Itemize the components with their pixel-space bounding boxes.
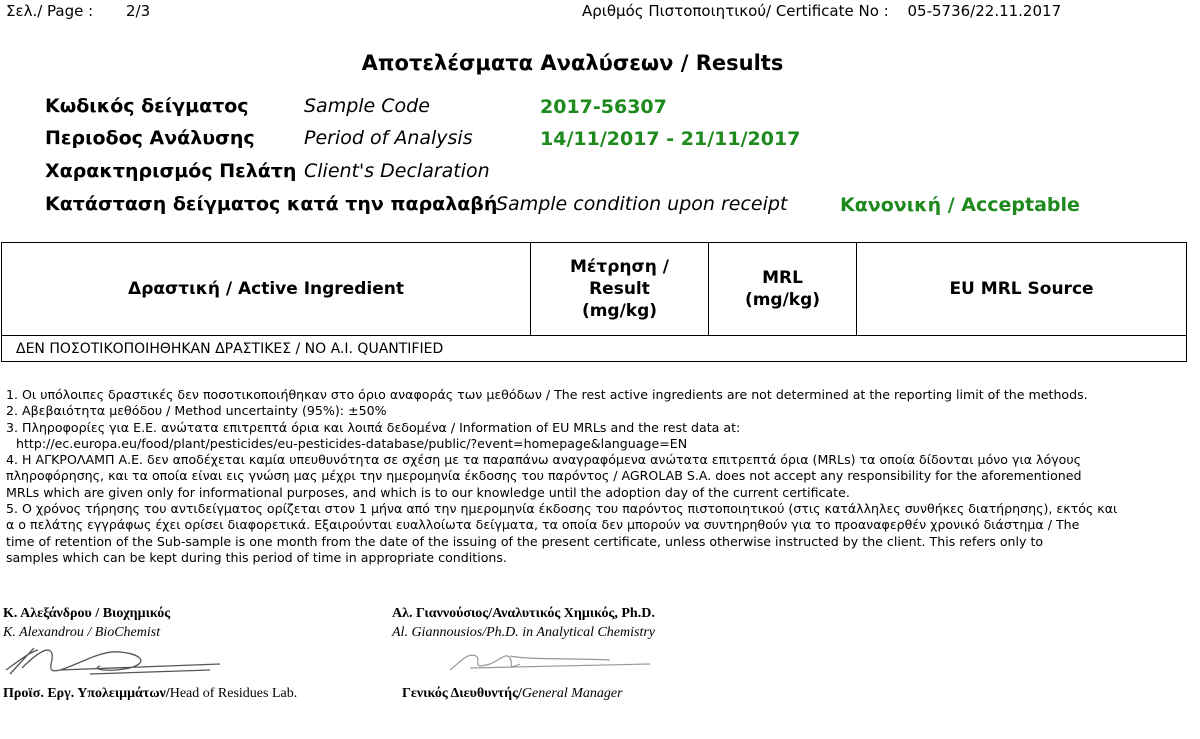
mrl-header-line: (mg/kg): [744, 290, 821, 310]
footnotes: [6, 387, 1186, 566]
results-table: [1, 242, 1187, 362]
footnote-line: time of retention of the Sub-sample is one month from the date of the issuing of the present certificate, unless otherwise instructed by the client. This refers only to: [6, 533, 1044, 549]
signatory-right-name-en: Al. Giannousios/Ph.D. in Analytical Chemistry: [392, 625, 656, 640]
analysis-period-label: Περιοδος Ανάλυσης: [45, 127, 255, 149]
no-ai-quantified-row: ΔΕΝ ΠΟΣΟΤΙΚΟΠΟΙΗΘΗΚΑΝ ΔΡΑΣΤΙΚΕΣ / NO A.I. QUANTIFIED: [2, 336, 1187, 362]
footnote-line: MRLs which are given only for informational purposes, and which is to our knowledge until the adoption day of the current certificate.: [6, 484, 850, 500]
sample-code-label: Κωδικός δείγματος: [45, 95, 249, 117]
result-header-line: Result: [589, 279, 650, 299]
result-header-line: Μέτρηση /: [570, 257, 669, 277]
column-header-source: EU MRL Source: [857, 243, 1187, 336]
footnote-line: 4. Η ΑΓΚΡΟΛΑΜΠ Α.Ε. δεν αποδέχεται καμία υπευθυνότητα σε σχέση με τα παραπάνω αναγραφόμενα ανώτατα επιτρεπτά όρια (MRLs) τα οποία δίδονται μόνο για λόγους: [6, 452, 1082, 468]
footnote-line: 3. Πληροφορίες για Ε.Ε. ανώτατα επιτρεπτά όρια και λοιπά δεδομένα / Information of EU MRLs and the rest data at:: [6, 419, 741, 435]
signatory-right-role-en: General Manager: [521, 686, 623, 701]
result-header-line: (mg/kg): [581, 301, 658, 321]
results-title: Αποτελέσματα Αναλύσεων / Results: [361, 51, 784, 75]
table-header-row: [2, 243, 1187, 336]
certificate-number: [582, 2, 1061, 20]
column-header-ingredient: Δραστική / Active Ingredient: [2, 243, 531, 336]
footnote-line: samples which can be kept during this period of time in appropriate conditions.: [6, 549, 507, 565]
sample-code-value: 2017-56307: [540, 96, 667, 118]
footnote-line: 1. Οι υπόλοιπες δραστικές δεν ποσοτικοποιήθηκαν στο όριο αναφοράς των μεθόδων / The rest active ingredients are not determined at the reporting limit of the methods.: [6, 387, 1088, 402]
sample-condition-label-en: Sample condition upon receipt: [496, 193, 788, 215]
signature-left-image: [0, 640, 230, 682]
sample-condition-label: Κατάσταση δείγματος κατά την παραλαβή: [45, 193, 498, 215]
signatory-right-name: Αλ. Γιαννούσιος/Αναλυτικός Χημικός, Ph.D.: [392, 606, 655, 621]
footnote-line: 2. Αβεβαιότητα μεθόδου / Method uncertainty (95%): ±50%: [6, 403, 387, 419]
signatory-left-name: Κ. Αλεξάνδρου / Βιοχημικός: [3, 606, 171, 621]
signatory-left-name-en: K. Alexandrou / BioChemist: [3, 625, 161, 640]
table-row: [2, 336, 1187, 362]
column-header-mrl: [709, 243, 857, 336]
sample-condition-value: Κανονική / Acceptable: [840, 194, 1080, 216]
footnote-link[interactable]: http://ec.europa.eu/food/plant/pesticides/eu-pesticides-database/public/?event=homepage&language=EN: [16, 435, 688, 451]
signatory-left-role-en: Head of Residues Lab.: [169, 686, 298, 701]
sample-code-label-en: Sample Code: [304, 95, 430, 117]
certificate-label: Αριθμός Πιστοποιητικού/ Certificate No :: [582, 2, 889, 20]
page-number: 2/3: [126, 2, 151, 20]
signatory-left-role: [3, 686, 297, 702]
signature-right-image: [410, 642, 660, 678]
footnote-line: α ο πελάτης εγγράφως έχει ορίσει διαφορετικά. Εξαιρούνται ευαλλοίωτα δείγματα, τα οποία δεν μπορούν να συντηρηθούν για το προαναφερθέν χρονικό διάστημα / The: [6, 517, 1080, 533]
analysis-period-value: 14/11/2017 - 21/11/2017: [540, 128, 801, 150]
certificate-value: 05-5736/22.11.2017: [907, 2, 1062, 20]
client-declaration-label-en: Client's Declaration: [304, 160, 490, 182]
analysis-period-label-en: Period of Analysis: [304, 127, 473, 149]
client-declaration-label: Χαρακτηρισμός Πελάτη: [45, 160, 297, 182]
footnote-line: 5. Ο χρόνος τήρησης του αντιδείγματος ορίζεται στον 1 μήνα από την ημερομηνία έκδοσης του παρόντος πιστοποιητικού (στις κατάλληλες συνθήκες διατήρησης), εκτός και: [6, 501, 1118, 517]
signatory-left-role-el: Προϊσ. Εργ. Υπολειμμάτων/: [3, 686, 170, 701]
signatory-right-role: [402, 686, 623, 702]
column-header-result: [531, 243, 709, 336]
footnote-line: πληροφόρησης, και τα οποία είναι εις γνώση μας μέχρι την ημερομηνία έκδοσης του παρόντος / AGROLAB S.A. does not accept any responsibility for the aforementioned: [6, 468, 1082, 484]
signatory-right-role-el: Γενικός Διευθυντής/: [402, 686, 522, 701]
page-label: Σελ./ Page :: [6, 2, 94, 20]
mrl-header-line: MRL: [762, 268, 803, 288]
